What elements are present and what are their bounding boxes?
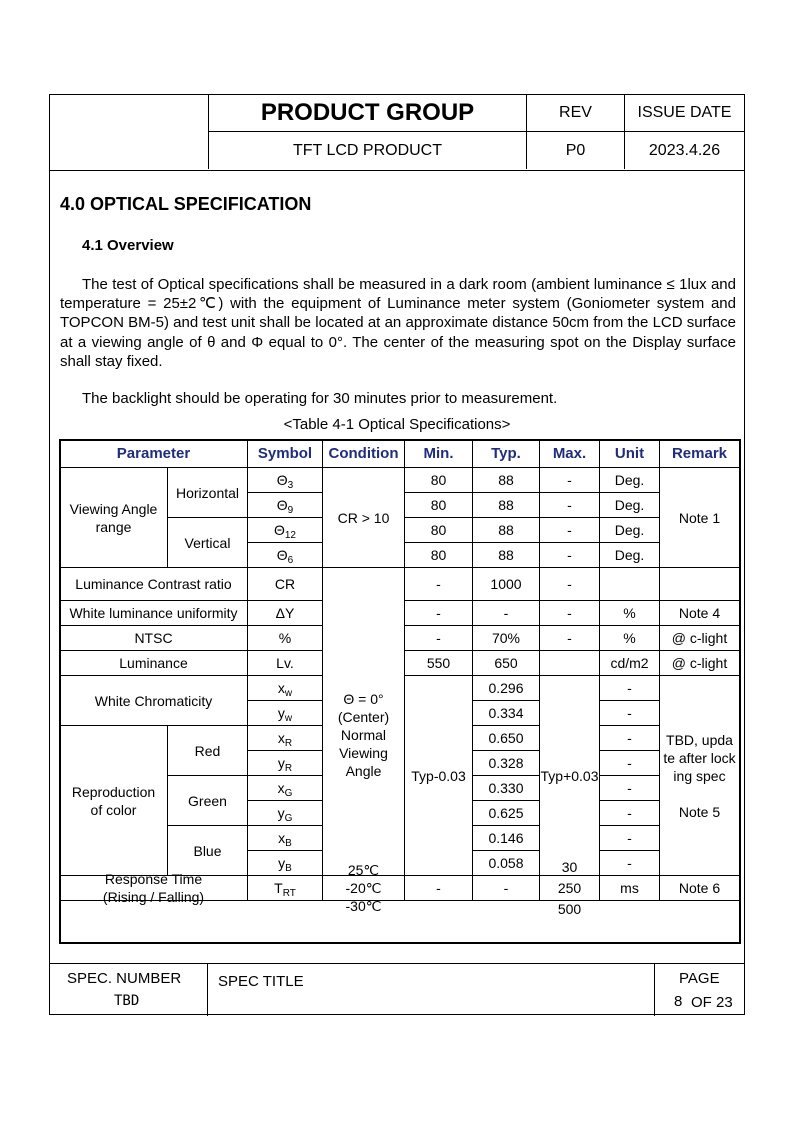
spec-number-label: SPEC. NUMBER xyxy=(67,970,182,987)
table-row-max-text: - xyxy=(567,547,572,563)
response-time-min xyxy=(404,875,473,901)
uniformity-remark-text: Note 4 xyxy=(678,605,721,621)
optical-spec-table xyxy=(60,440,740,943)
chromaticity-unit-text: - xyxy=(627,705,632,721)
chromaticity-remark xyxy=(659,675,740,876)
table-row-typ xyxy=(472,542,540,568)
luminance-param xyxy=(59,650,248,676)
luminance-min xyxy=(404,650,473,676)
header-remark-text: Remark xyxy=(671,444,728,462)
table-row-typ-text: 88 xyxy=(498,522,514,538)
chromaticity-unit-text: - xyxy=(627,780,632,796)
response-time-label-text: Response Time xyxy=(104,871,203,887)
chromaticity-typ-text: 0.146 xyxy=(488,830,524,846)
table-row-unit xyxy=(599,467,660,493)
chromaticity-symbol-text: x xyxy=(278,830,286,846)
spec-title-label: SPEC TITLE xyxy=(218,973,304,990)
chromaticity-remark-text: Note 5 xyxy=(678,803,721,820)
table-row-min xyxy=(404,542,473,568)
center-condition-text: Normal xyxy=(340,727,387,743)
uniformity-typ xyxy=(472,600,540,626)
chromaticity-typ-text: 0.328 xyxy=(488,755,524,771)
chromaticity-remark-text: TBD, upda xyxy=(666,731,733,748)
header-condition-text: Condition xyxy=(328,444,399,462)
viewing-angle-label xyxy=(59,467,168,568)
response-time-typ-text: - xyxy=(503,880,509,896)
backlight-note: The backlight should be operating for 30 minutes prior to measurement. xyxy=(82,390,558,407)
contrast-typ xyxy=(472,567,540,601)
luminance-remark xyxy=(659,650,740,676)
contrast-unit xyxy=(599,567,660,601)
chromaticity-typ-text: 0.296 xyxy=(488,680,524,696)
overview-paragraph: The test of Optical specifications shall be measured in a dark room (ambient luminance ≤ 1lux and temperature = 25±2℃) with the equipment of Luminance meter system (Goniometer system and TOPCON BM-5) and test unit shall be located at an approximate distance 50cm from the LCD surface at a viewing angle of θ and Φ equal to 0°. The center of the measuring spot on the Display surface shall stay fixed. xyxy=(60,276,736,370)
page-frame xyxy=(49,94,745,1015)
contrast-max xyxy=(539,567,600,601)
horizontal-label-text: Horizontal xyxy=(175,484,240,501)
response-time-max xyxy=(539,858,600,917)
contrast-min-text: - xyxy=(436,576,441,592)
center-condition-text: (Center) xyxy=(337,709,390,725)
chromaticity-symbol-text: y xyxy=(277,705,285,721)
luminance-max xyxy=(539,650,600,676)
table-row-symbol-text: 12 xyxy=(284,530,296,541)
logo-cell xyxy=(50,95,208,169)
white-chromaticity-label xyxy=(59,675,248,726)
white-chromaticity-label-text: White Chromaticity xyxy=(94,692,213,709)
table-row-symbol xyxy=(247,467,323,493)
chromaticity-typ xyxy=(472,800,540,826)
rev-value: P0 xyxy=(526,132,624,169)
contrast-typ-text: 1000 xyxy=(490,576,522,592)
uniformity-remark xyxy=(659,600,740,626)
table-row-min-text: 80 xyxy=(430,472,447,488)
ntsc-min xyxy=(404,625,473,651)
ntsc-unit xyxy=(599,625,660,651)
product-group-title: PRODUCT GROUP xyxy=(208,95,526,132)
header-min xyxy=(404,439,473,468)
response-time-symbol-text: RT xyxy=(282,888,296,899)
contrast-symbol xyxy=(247,567,323,601)
header-typ-text: Typ. xyxy=(491,444,521,462)
reproduction-label-text: Reproduction xyxy=(71,783,156,800)
vertical-label xyxy=(167,517,248,568)
ntsc-typ-text: 70% xyxy=(491,630,521,646)
response-time-label xyxy=(59,871,248,905)
table-row-symbol xyxy=(247,517,323,543)
chromaticity-unit-text: - xyxy=(627,855,632,871)
uniformity-param-text: White luminance uniformity xyxy=(69,605,238,621)
ntsc-unit-text: % xyxy=(623,630,636,646)
header-max xyxy=(539,439,600,468)
luminance-unit-text: cd/m2 xyxy=(610,655,649,671)
chromaticity-max-text: Typ+0.03 xyxy=(540,767,599,784)
uniformity-symbol-text: ΔY xyxy=(275,605,295,621)
chromaticity-typ-text: 0.334 xyxy=(488,705,524,721)
chromaticity-symbol xyxy=(247,750,323,776)
red-label xyxy=(167,725,248,776)
response-time-min-text: - xyxy=(436,880,441,896)
table-row-typ-text: 88 xyxy=(498,547,514,563)
chromaticity-symbol-text: B xyxy=(285,838,292,849)
table-row-min-text: 80 xyxy=(430,547,447,563)
chromaticity-unit-text: - xyxy=(627,805,632,821)
chromaticity-symbol-text: x xyxy=(277,780,285,796)
table-row-max xyxy=(539,517,600,543)
response-time-unit-text: ms xyxy=(620,880,639,896)
chromaticity-unit-text: - xyxy=(627,680,632,696)
chromaticity-min xyxy=(404,675,473,876)
table-row-max xyxy=(539,467,600,493)
viewing-angle-condition xyxy=(322,467,405,568)
chromaticity-typ xyxy=(472,850,540,876)
response-time-label-text: (Rising / Falling) xyxy=(102,889,205,905)
ntsc-param xyxy=(59,625,248,651)
chromaticity-typ xyxy=(472,750,540,776)
ntsc-max xyxy=(539,625,600,651)
contrast-min xyxy=(404,567,473,601)
luminance-unit xyxy=(599,650,660,676)
table-row-min-text: 80 xyxy=(430,497,447,513)
table-row-max xyxy=(539,542,600,568)
header-typ xyxy=(472,439,540,468)
chromaticity-typ xyxy=(472,725,540,751)
chromaticity-unit-text: - xyxy=(627,755,632,771)
issue-date-value: 2023.4.26 xyxy=(624,132,744,169)
table-caption: <Table 4-1 Optical Specifications> xyxy=(283,416,511,433)
header-min-text: Min. xyxy=(423,444,454,462)
table-row-symbol xyxy=(247,492,323,518)
table-row-typ-text: 88 xyxy=(498,497,514,513)
center-condition-text: Θ = 0° xyxy=(343,691,384,707)
chromaticity-remark-text: te after lock xyxy=(663,749,736,766)
page-cell xyxy=(654,964,744,1016)
contrast-symbol-text: CR xyxy=(274,576,296,592)
header-symbol-text: Symbol xyxy=(257,444,313,462)
chromaticity-remark-text: ing spec xyxy=(673,767,726,784)
chromaticity-symbol-text: B xyxy=(285,863,292,874)
luminance-symbol xyxy=(247,650,323,676)
header-remark xyxy=(659,439,740,468)
viewing-angle-label-text: Viewing Angle xyxy=(69,500,158,517)
luminance-param-text: Luminance xyxy=(119,655,188,671)
chromaticity-symbol-text: x xyxy=(277,730,285,746)
table-row-unit-text: Deg. xyxy=(614,472,645,488)
header-max-text: Max. xyxy=(552,444,587,462)
chromaticity-unit xyxy=(599,800,660,826)
chromaticity-unit xyxy=(599,775,660,801)
green-label xyxy=(167,775,248,826)
table-row-unit xyxy=(599,517,660,543)
uniformity-unit xyxy=(599,600,660,626)
header-symbol xyxy=(247,439,323,468)
chromaticity-unit xyxy=(599,850,660,876)
chromaticity-symbol-text: w xyxy=(284,688,293,699)
response-time-max-text: 500 xyxy=(557,900,582,917)
response-time-symbol-text: T xyxy=(274,880,283,896)
chromaticity-unit xyxy=(599,700,660,726)
chromaticity-symbol xyxy=(247,675,323,701)
chromaticity-typ-text: 0.625 xyxy=(488,805,524,821)
uniformity-param xyxy=(59,600,248,626)
response-time-condition-text: 25℃ xyxy=(347,862,380,878)
chromaticity-typ xyxy=(472,700,540,726)
chromaticity-typ xyxy=(472,825,540,851)
chromaticity-typ xyxy=(472,775,540,801)
center-condition-text: Angle xyxy=(345,763,382,779)
chromaticity-unit xyxy=(599,725,660,751)
chromaticity-symbol xyxy=(247,700,323,726)
document-footer xyxy=(50,963,744,1016)
green-label-text: Green xyxy=(188,792,227,809)
response-time-condition-text: -30℃ xyxy=(345,898,382,914)
luminance-symbol-text: Lv. xyxy=(276,655,294,671)
chromaticity-symbol xyxy=(247,800,323,826)
chromaticity-typ-text: 0.330 xyxy=(488,780,524,796)
header-condition xyxy=(322,439,405,468)
reproduction-label xyxy=(59,725,168,876)
response-time-typ xyxy=(472,875,540,901)
spec-title-cell xyxy=(208,964,654,1016)
uniformity-max-text: - xyxy=(567,605,572,621)
ntsc-typ xyxy=(472,625,540,651)
product-name: TFT LCD PRODUCT xyxy=(208,132,526,169)
chromaticity-symbol-text: y xyxy=(277,755,285,771)
viewing-angle-label-text: range xyxy=(95,518,132,535)
page-label: PAGE xyxy=(679,970,720,987)
reproduction-label-text: of color xyxy=(90,801,137,818)
ntsc-symbol-text: % xyxy=(278,630,292,646)
contrast-param-text: Luminance Contrast ratio xyxy=(75,576,232,592)
ntsc-min-text: - xyxy=(436,630,441,646)
chromaticity-symbol-text: R xyxy=(284,763,293,774)
table-row-symbol xyxy=(247,542,323,568)
table-row-symbol-text: Θ xyxy=(276,497,288,513)
uniformity-min-text: - xyxy=(436,605,441,621)
viewing-angle-remark xyxy=(659,467,740,568)
spec-number-value: TBD xyxy=(114,993,140,1009)
page-total: OF 23 xyxy=(691,994,733,1011)
ntsc-param-text: NTSC xyxy=(134,630,173,646)
chromaticity-typ-text: 0.058 xyxy=(488,855,524,871)
luminance-remark-text: @ c-light xyxy=(671,655,728,671)
table-row-symbol-text: 6 xyxy=(287,555,294,566)
table-row-symbol-text: 9 xyxy=(287,505,294,516)
luminance-min-text: 550 xyxy=(426,655,451,671)
ntsc-max-text: - xyxy=(567,630,572,646)
table-row-unit-text: Deg. xyxy=(614,547,645,563)
contrast-param xyxy=(59,567,248,601)
spec-number-cell xyxy=(50,964,208,1016)
luminance-typ xyxy=(472,650,540,676)
response-time-max-text: 30 xyxy=(561,858,578,875)
section-title: 4.0 OPTICAL SPECIFICATION xyxy=(60,194,312,214)
chromaticity-symbol-text: R xyxy=(284,738,293,749)
table-row-symbol-text: Θ xyxy=(276,547,288,563)
table-row-max xyxy=(539,492,600,518)
table-row-unit xyxy=(599,542,660,568)
viewing-angle-remark-text: Note 1 xyxy=(678,509,721,526)
issue-date-label: ISSUE DATE xyxy=(624,95,744,132)
table-row-unit xyxy=(599,492,660,518)
response-time-remark xyxy=(659,875,740,901)
chromaticity-symbol-text: x xyxy=(277,680,285,696)
table-row-min xyxy=(404,467,473,493)
uniformity-typ-text: - xyxy=(503,605,509,621)
uniformity-symbol xyxy=(247,600,323,626)
response-time-condition-text: -20℃ xyxy=(345,880,382,896)
response-time-max-text: 250 xyxy=(557,879,582,896)
response-time-symbol xyxy=(247,875,323,901)
blue-label xyxy=(167,825,248,876)
chromaticity-typ xyxy=(472,675,540,701)
viewing-angle-condition-text: CR > 10 xyxy=(337,509,390,526)
center-condition xyxy=(322,567,405,876)
table-row-typ-text: 88 xyxy=(498,472,514,488)
table-row-min xyxy=(404,517,473,543)
subsection-title: 4.1 Overview xyxy=(82,237,174,254)
luminance-typ-text: 650 xyxy=(494,655,518,671)
table-row-max-text: - xyxy=(567,497,572,513)
response-time-condition xyxy=(322,862,405,914)
uniformity-max xyxy=(539,600,600,626)
chromaticity-symbol xyxy=(247,725,323,751)
table-row-unit-text: Deg. xyxy=(614,497,645,513)
center-condition-text: Viewing xyxy=(339,745,388,761)
rev-label: REV xyxy=(526,95,624,132)
table-row-max-text: - xyxy=(567,472,572,488)
table-row-typ xyxy=(472,492,540,518)
ntsc-remark xyxy=(659,625,740,651)
header-parameter xyxy=(59,439,248,468)
chromaticity-symbol-text: y xyxy=(278,855,286,871)
blue-label-text: Blue xyxy=(193,842,222,859)
chromaticity-unit-text: - xyxy=(627,830,632,846)
header-unit-text: Unit xyxy=(614,444,645,462)
contrast-max-text: - xyxy=(567,576,572,592)
contrast-remark xyxy=(659,567,740,601)
chromaticity-symbol xyxy=(247,825,323,851)
table-row-typ xyxy=(472,467,540,493)
uniformity-unit-text: % xyxy=(623,605,636,621)
table-row-min-text: 80 xyxy=(430,522,447,538)
chromaticity-symbol-text: G xyxy=(284,788,293,799)
table-row-symbol-text: Θ xyxy=(276,472,288,488)
chromaticity-max xyxy=(539,675,600,876)
header-parameter-text: Parameter xyxy=(116,444,191,462)
table-row-unit-text: Deg. xyxy=(614,522,645,538)
table-row-max-text: - xyxy=(567,522,572,538)
ntsc-remark-text: @ c-light xyxy=(671,630,728,646)
document-header xyxy=(50,95,744,171)
response-time-remark-text: Note 6 xyxy=(678,880,721,896)
chromaticity-unit xyxy=(599,825,660,851)
uniformity-min xyxy=(404,600,473,626)
table-row-symbol-text: 3 xyxy=(287,480,294,491)
chromaticity-symbol xyxy=(247,850,323,876)
chromaticity-symbol-text: y xyxy=(277,805,285,821)
red-label-text: Red xyxy=(194,742,221,759)
table-row-typ xyxy=(472,517,540,543)
horizontal-label xyxy=(167,467,248,518)
chromaticity-symbol xyxy=(247,775,323,801)
chromaticity-unit-text: - xyxy=(627,730,632,746)
chromaticity-unit xyxy=(599,750,660,776)
chromaticity-unit xyxy=(599,675,660,701)
response-time-unit xyxy=(599,875,660,901)
header-unit xyxy=(599,439,660,468)
page-number: 8 xyxy=(674,993,683,1010)
chromaticity-min-text: Typ-0.03 xyxy=(411,767,466,784)
chromaticity-symbol-text: w xyxy=(284,713,293,724)
table-row-min xyxy=(404,492,473,518)
table-row-symbol-text: Θ xyxy=(273,522,285,538)
ntsc-symbol xyxy=(247,625,323,651)
chromaticity-typ-text: 0.650 xyxy=(488,730,524,746)
vertical-label-text: Vertical xyxy=(184,534,231,551)
chromaticity-symbol-text: G xyxy=(284,813,293,824)
